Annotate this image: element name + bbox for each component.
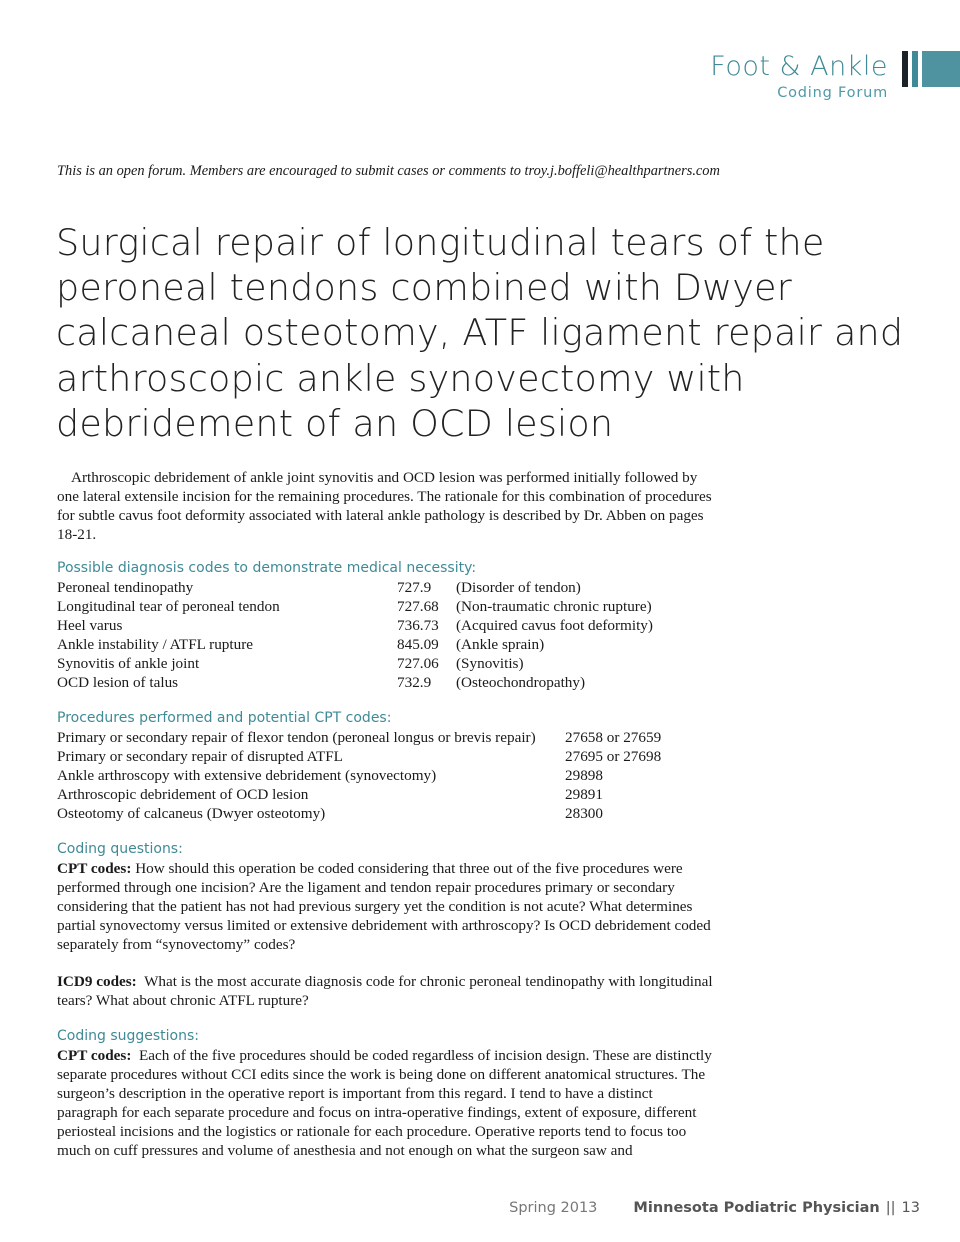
header-bar-teal [912,51,918,87]
questions-cpt-text: How should this operation be coded considering that three out of the five procedures were performed through one incision? Are the ligament and tendon repair procedures primary or secondary considering that the patient has not had previous surgery yet the condition is not acute? What determines partial synovectomy versus limited or extensive debridement with arthroscopy? Is OCD debridement coded separately from “synovectomy” codes? [57,860,711,953]
diagnosis-label: Peroneal tendinopathy [57,579,194,596]
section-title: Foot & Ankle [710,51,888,82]
diagnosis-row [57,673,653,692]
footer-magazine: Minnesota Podiatric Physician [633,1200,880,1216]
procedure-code: 27658 or 27659 [565,729,662,746]
page-footer [509,1200,920,1216]
questions-heading: Coding questions: [57,841,183,857]
diagnosis-code: 736.73 [397,617,439,634]
forum-intro: This is an open forum. Members are encouraged to submit cases or comments to troy.j.boffeli@healthpartners.com [57,163,720,179]
suggestions-heading: Coding suggestions: [57,1028,200,1044]
procedure-code: 29891 [565,786,603,803]
section-header [710,50,888,102]
header-block-teal [922,51,960,87]
questions-icd-text: What is the most accurate diagnosis code for chronic peroneal tendinopathy with longitudinal tears? What about chronic ATFL rupture? [57,973,713,1009]
procedure-row [57,785,661,804]
diagnosis-row [57,635,653,654]
questions-icd-label: ICD9 codes: [57,973,137,990]
diagnosis-label: Synovitis of ankle joint [57,655,200,672]
diagnosis-code: 727.06 [397,655,439,672]
procedure-code: 28300 [565,805,603,822]
article-body [57,468,717,1160]
body-paragraph: Arthroscopic debridement of ankle joint synovitis and OCD lesion was performed initially followed by one lateral extensile incision for the remaining procedures. The rationale for this combination of procedures for subtle cavus foot deformity associated with lateral ankle pathology is described by Dr. Abben on pages 18-21. [57,469,712,543]
diagnosis-row [57,578,653,597]
footer-issue: Spring 2013 [509,1200,598,1216]
diagnosis-table [57,578,653,692]
suggestions-cpt-text: Each of the five procedures should be coded regardless of incision design. These are distinctly separate procedures without CCI edits since the work is being done on different anatomical structures. The surgeon’s description in the operative report is important from this regard. I tend to have a distinct paragraph for each separate procedure and focus on intra-operative findings, extent of exposure, different periosteal incisions and the logistics or rationale for each procedure. Operative reports tend to focus too much on cuff pressures and volume of anesthesia and not enough on what the surgeon saw and [57,1047,712,1159]
diagnosis-code: 727.9 [397,579,432,596]
procedure-row [57,804,661,823]
diagnosis-note: (Osteochondropathy) [456,674,586,691]
suggestions-cpt-paragraph [57,1046,717,1160]
diagnosis-code: 732.9 [397,674,432,691]
procedure-label: Primary or secondary repair of flexor tendon (peroneal longus or brevis repair) [57,729,536,746]
diagnosis-note: (Synovitis) [456,655,524,672]
questions-icd-paragraph [57,972,717,1010]
procedure-label: Arthroscopic debridement of OCD lesion [57,786,309,803]
diagnosis-label: Ankle instability / ATFL rupture [57,636,254,653]
suggestions-cpt-label: CPT codes: [57,1047,132,1064]
section-subtitle: Coding Forum [777,85,888,101]
diagnosis-row [57,616,653,635]
questions-cpt-paragraph [57,859,717,954]
questions-cpt-label: CPT codes: [57,860,132,877]
procedure-code: 29898 [565,767,603,784]
procedure-label: Ankle arthroscopy with extensive debridement (synovectomy) [57,767,437,784]
header-color-bars [902,51,960,87]
procedures-table [57,728,661,823]
header-bar-dark [902,51,908,87]
diagnosis-code: 845.09 [397,636,439,653]
procedure-row [57,747,661,766]
diagnosis-note: (Disorder of tendon) [456,579,581,596]
diagnosis-row [57,654,653,673]
diagnosis-code: 727.68 [397,598,439,615]
procedure-code: 27695 or 27698 [565,748,662,765]
footer-separator: || [885,1200,896,1216]
footer-page-number: 13 [901,1200,920,1216]
diagnosis-label: Heel varus [57,617,123,634]
diagnosis-label: Longitudinal tear of peroneal tendon [57,598,280,615]
diagnosis-note: (Acquired cavus foot deformity) [456,617,653,634]
diagnosis-note: (Non-traumatic chronic rupture) [456,598,652,615]
diagnosis-note: (Ankle sprain) [456,636,545,653]
procedure-label: Primary or secondary repair of disrupted ATFL [57,748,343,765]
procedures-heading: Procedures performed and potential CPT codes: [57,710,392,726]
procedure-row [57,728,661,747]
article-headline: Surgical repair of longitudinal tears of the peroneal tendons combined with Dwyer calcaneal osteotomy, ATF ligament repair and arthroscopic ankle synovectomy with debridement of an OCD lesion [56,221,904,445]
diagnosis-label: OCD lesion of talus [57,674,179,691]
diagnosis-row [57,597,653,616]
diagnosis-heading: Possible diagnosis codes to demonstrate medical necessity: [57,560,477,576]
procedure-label: Osteotomy of calcaneus (Dwyer osteotomy) [57,805,326,822]
procedure-row [57,766,661,785]
